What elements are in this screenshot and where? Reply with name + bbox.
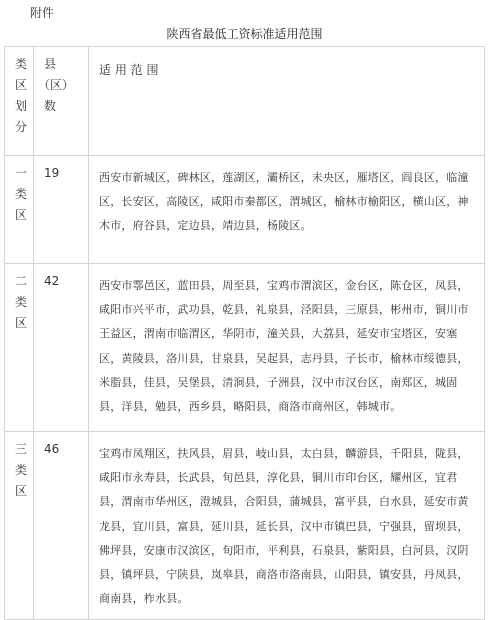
document-title: 陕西省最低工资标准适用范围 — [166, 27, 323, 41]
header-scope-cell: 适 用 范 围 — [89, 47, 485, 156]
scope-cell: 西安市新城区，碑林区，莲湖区，灞桥区，未央区，雁塔区，阎良区，临潼区，长安区，高陵区，咸阳市秦都区，渭城区，榆林市榆阳区，横山区，神木市，府谷县，定边县，靖边县，杨陵区。 — [89, 156, 485, 264]
category-cell: 一 类 区 — [5, 156, 34, 264]
table-header-row — [5, 47, 485, 156]
count-cell: 46 — [34, 432, 89, 620]
category-cell: 二 类 区 — [5, 264, 34, 432]
attachment-label: 附件 — [30, 6, 55, 20]
table-row — [5, 432, 485, 620]
header-category-cell: 类 区 划 分 — [5, 47, 34, 156]
category-cell: 三 类 区 — [5, 432, 34, 620]
count-cell: 42 — [34, 264, 89, 432]
table-row — [5, 156, 485, 264]
scope-cell: 西安市鄠邑区，蓝田县，周至县，宝鸡市渭滨区，金台区，陈仓区，凤县，咸阳市兴平市，武功县，乾县，礼泉县，泾阳县，三原县，彬州市，铜川市王益区，渭南市临渭区，华阴市，潼关县，大荔县，延安市宝塔区，安塞区，黄陵县，洛川县，甘泉县，吴起县，志丹县，子长市，榆林市绥德县，米脂县，佳县，吴堡县，清涧县，子洲县，汉中市汉台区，南郑区，城固县，洋县，勉县，西乡县，略阳县，商洛市商州区，韩城市。 — [89, 264, 485, 432]
scope-cell: 宝鸡市凤翔区，扶风县，眉县，岐山县，太白县，麟游县，千阳县，陇县，咸阳市永寿县，长武县，旬邑县，淳化县，铜川市印台区，耀州区，宜君县，渭南市华州区，澄城县，合阳县，蒲城县，富平县，白水县，延安市黄龙县，宜川县，富县，延川县，延长县，汉中市镇巴县，宁强县，留坝县，佛坪县，安康市汉滨区，旬阳市，平利县，石泉县，紫阳县，白河县，汉阴县，镇坪县，宁陕县，岚皋县，商洛市洛南县，山阳县，镇安县，丹凤县，商南县，柞水县。 — [89, 432, 485, 620]
header-count-cell: 县 （区） 数 — [34, 47, 89, 156]
table-row — [5, 264, 485, 432]
count-cell: 19 — [34, 156, 89, 264]
minimum-wage-scope-table — [4, 46, 485, 620]
